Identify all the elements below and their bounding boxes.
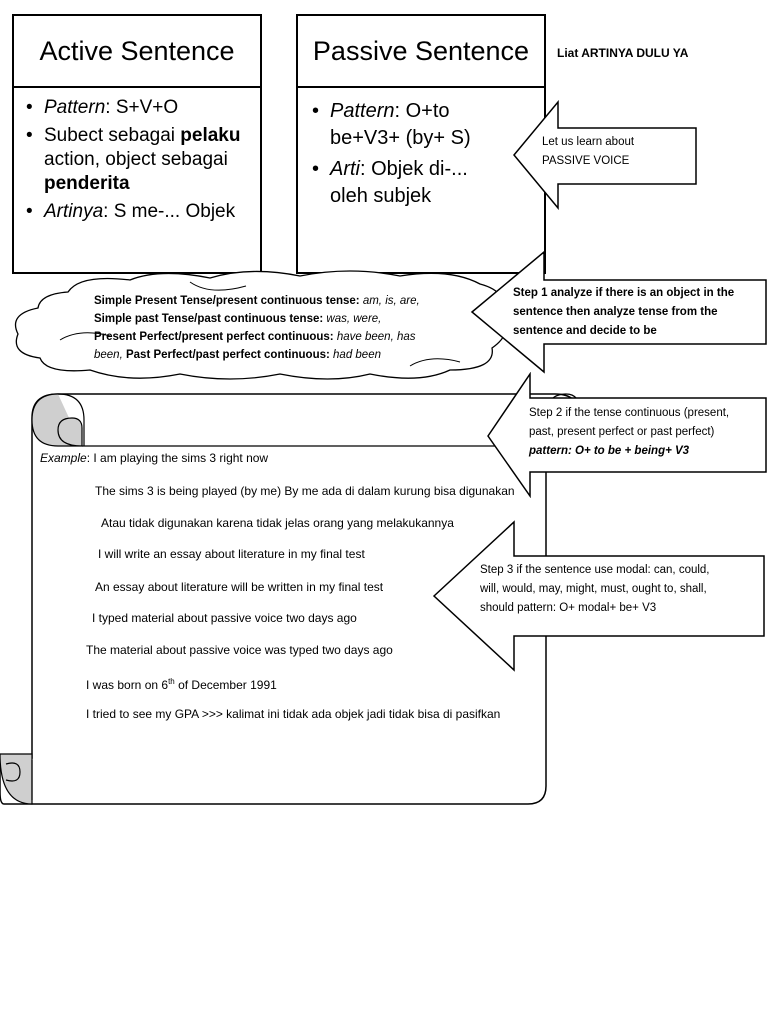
example-line-3: I will write an essay about literature in my final test bbox=[98, 547, 365, 561]
example-line-8: I tried to see my GPA >>> kalimat ini tidak ada objek jadi tidak bisa di pasifkan bbox=[86, 707, 501, 721]
example-first-line: Example: I am playing the sims 3 right now bbox=[40, 451, 269, 465]
passive-sentence-title: Passive Sentence bbox=[298, 16, 544, 88]
step1-line-2: sentence then analyze tense from the bbox=[513, 306, 718, 318]
active-sentence-box bbox=[12, 14, 262, 274]
example-line-1: The sims 3 is being played (by me) By me ada di dalam kurung bisa digunakan bbox=[95, 484, 515, 498]
active-bullet-meaning: • Artinya: S me-... Objek bbox=[22, 200, 254, 224]
step2-line-1: Step 2 if the tense continuous (present, bbox=[529, 407, 730, 419]
active-sentence-title: Active Sentence bbox=[14, 16, 260, 88]
step3-line-2: will, would, may, might, must, ought to, shall, bbox=[480, 583, 707, 595]
cloud-text bbox=[94, 292, 454, 364]
cloud-line-2: Simple past Tense/past continuous tense: was, were, bbox=[94, 313, 382, 325]
passive-bullet-pattern: • Pattern: O+to be+V3+ (by+ S) bbox=[308, 98, 506, 152]
step3-line-3: should pattern: O+ modal+ be+ V3 bbox=[480, 602, 657, 614]
example-line-7: I was born on 6th of December 1991 bbox=[86, 677, 277, 692]
arrow-learn-text bbox=[542, 133, 634, 171]
arrow-learn-line-1: Let us learn about bbox=[542, 136, 635, 148]
step1-text bbox=[513, 284, 768, 341]
passive-sentence-box bbox=[296, 14, 546, 274]
example-line-2: Atau tidak digunakan karena tidak jelas orang yang melakukannya bbox=[101, 516, 454, 530]
step1-line-3: sentence and decide to be bbox=[513, 325, 657, 337]
example-line-5: I typed material about passive voice two days ago bbox=[92, 611, 357, 625]
step3-text bbox=[480, 561, 765, 618]
step2-line-3: pattern: O+ to be + being+ V3 bbox=[529, 445, 690, 457]
cloud-line-3: Present Perfect/present perfect continuous: have been, has bbox=[94, 331, 416, 343]
cloud-line-1: Simple Present Tense/present continuous tense: am, is, are, bbox=[94, 295, 420, 307]
step3-line-1: Step 3 if the sentence use modal: can, could, bbox=[480, 564, 710, 576]
arrow-learn-line-2: PASSIVE VOICE bbox=[542, 155, 630, 167]
cloud-line-4: been, Past Perfect/past perfect continuous: had been bbox=[94, 349, 381, 361]
example-line-6: The material about passive voice was typed two days ago bbox=[86, 643, 393, 657]
step1-line-1: Step 1 analyze if there is an object in the bbox=[513, 287, 735, 299]
active-bullet-pattern: • Pattern: S+V+O bbox=[22, 96, 254, 120]
active-bullets bbox=[22, 96, 254, 228]
step2-line-2: past, present perfect or past perfect) bbox=[529, 426, 715, 438]
passive-bullets bbox=[308, 98, 506, 214]
example-label: Example bbox=[40, 451, 87, 465]
example-line-4: An essay about literature will be written in my final test bbox=[95, 580, 384, 594]
active-bullet-subject: • Subect sebagai pelaku action, object sebagai penderita bbox=[22, 124, 254, 196]
passive-bullet-meaning: • Arti: Objek di-... oleh subjek bbox=[308, 156, 506, 210]
step2-text bbox=[529, 404, 767, 461]
top-note: Liat ARTINYA DULU YA bbox=[557, 46, 689, 60]
